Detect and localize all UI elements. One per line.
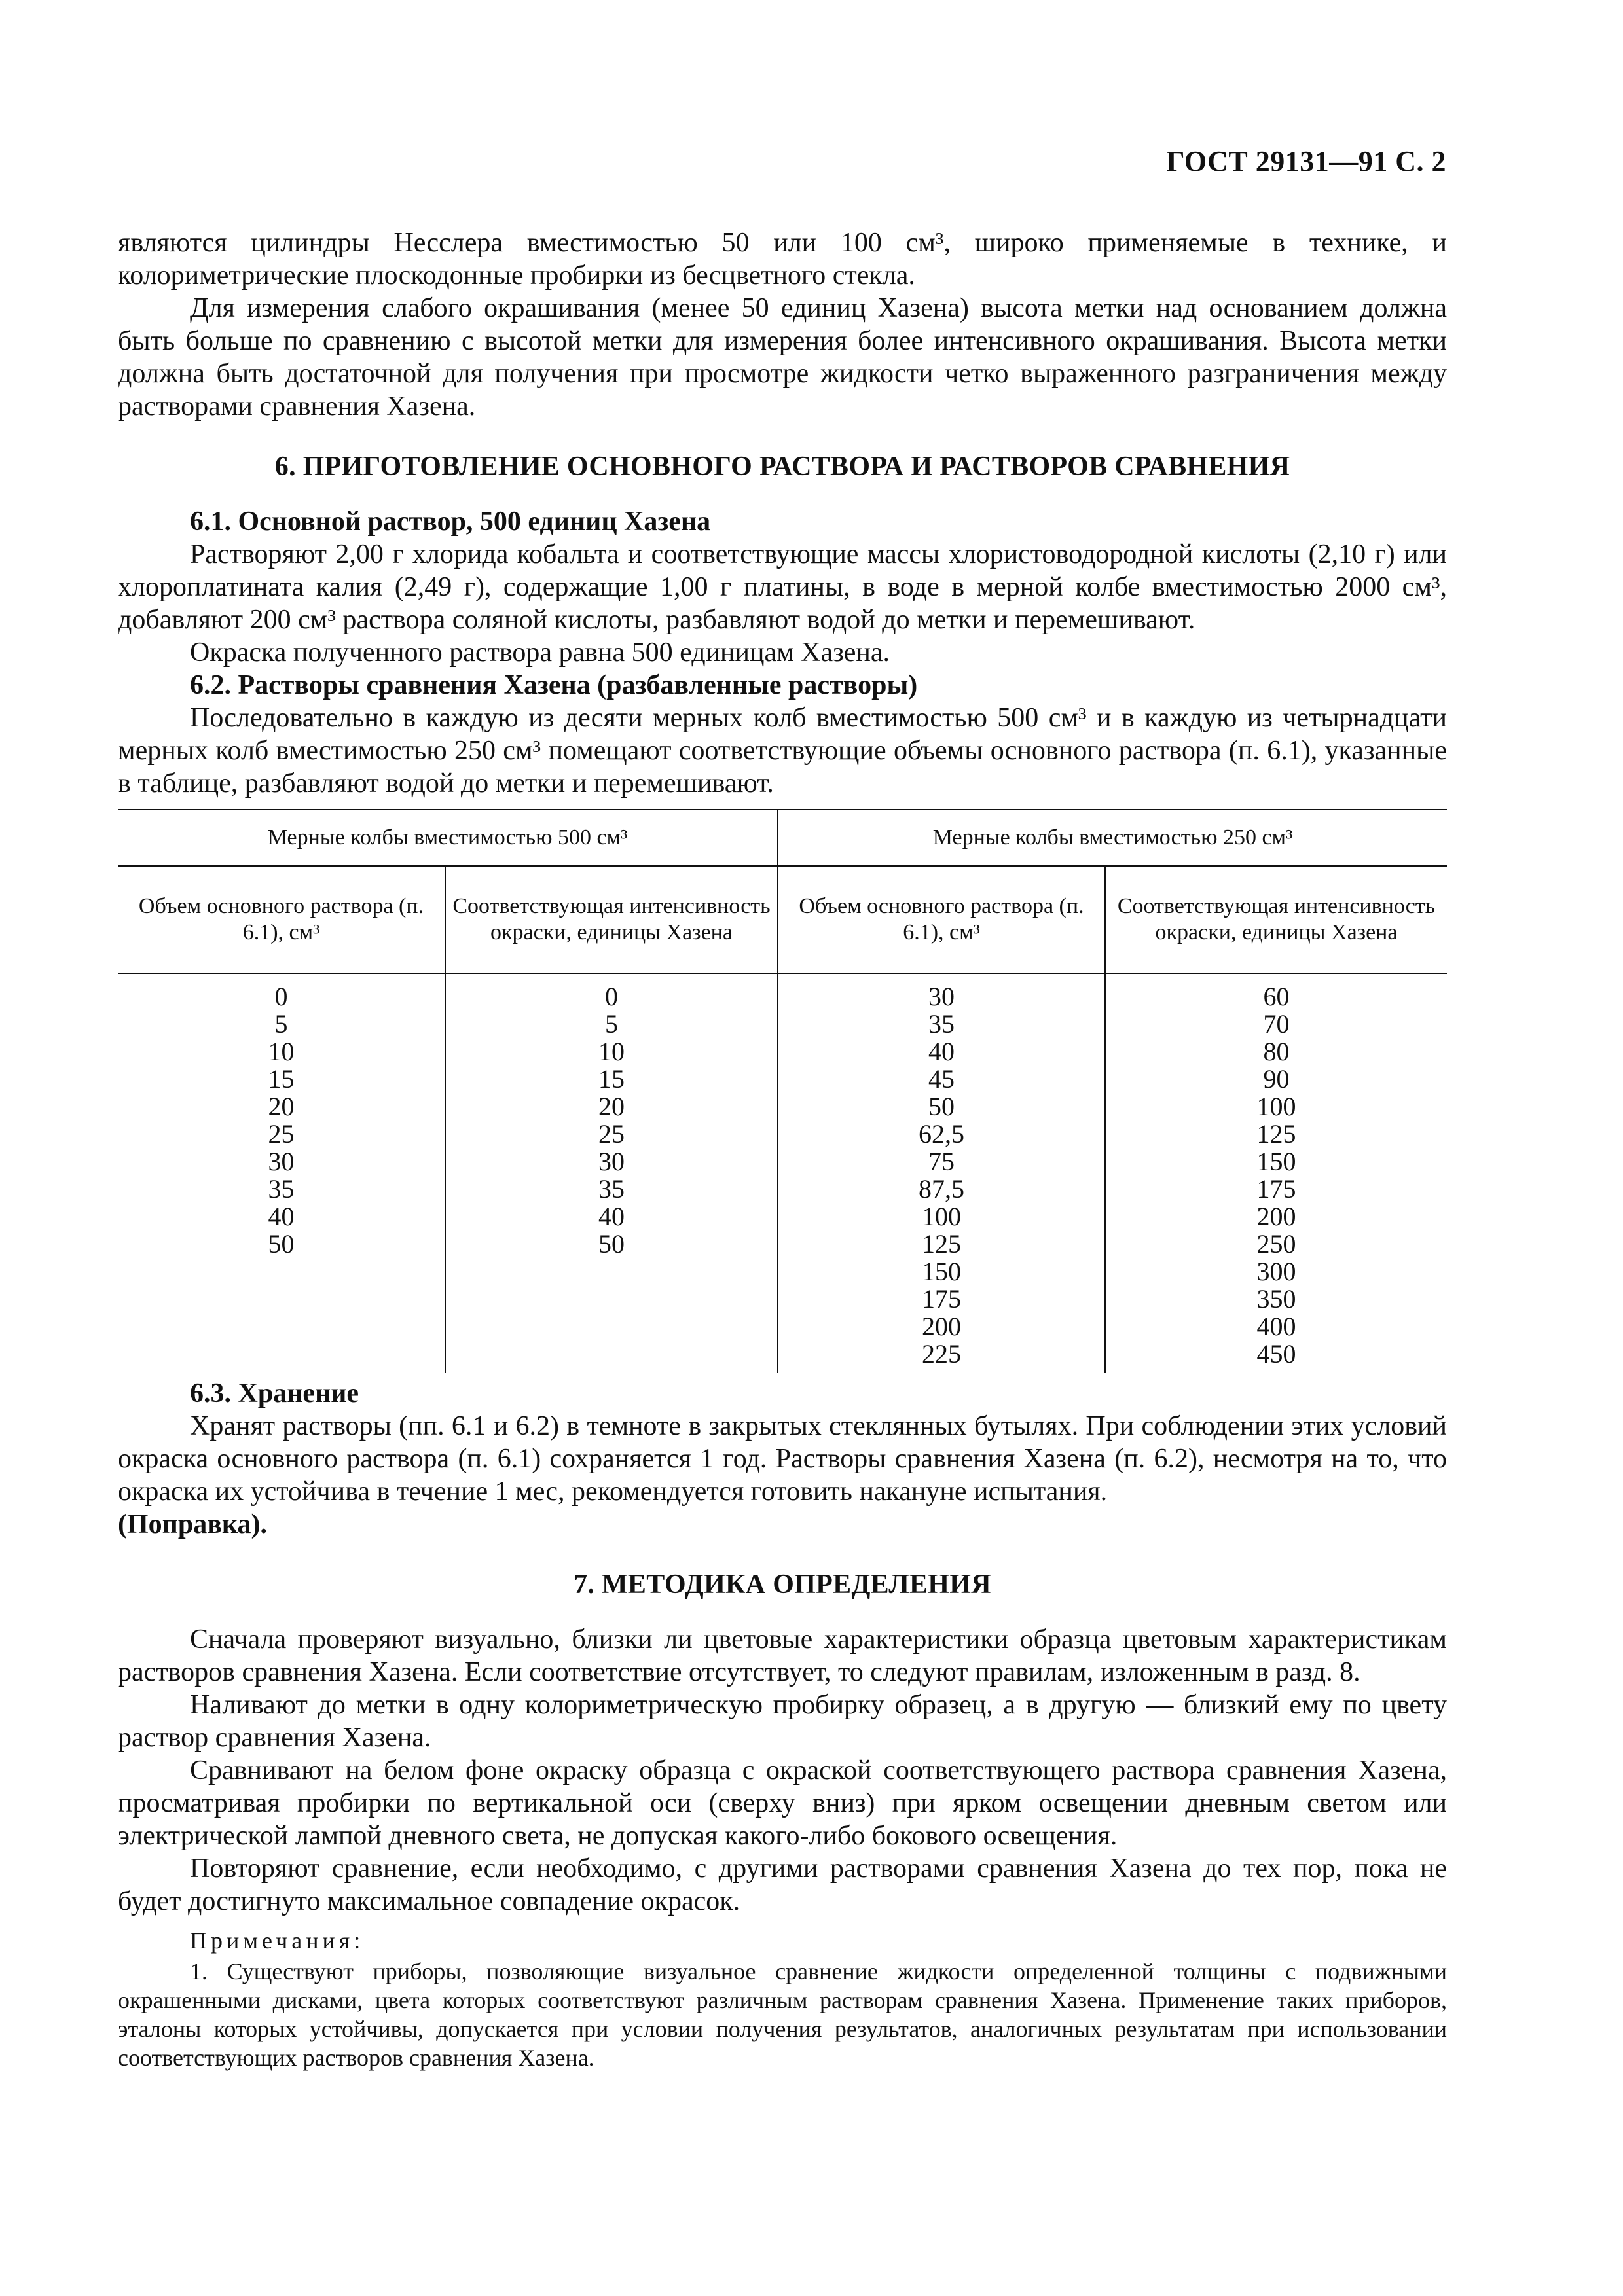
table-cell: 60 bbox=[1263, 982, 1290, 1011]
table-cell: 70 bbox=[1263, 1009, 1290, 1039]
table-cell: 350 bbox=[1256, 1284, 1296, 1314]
amendment-note: (Поправка). bbox=[118, 1509, 267, 1539]
table-column-volume-250 bbox=[778, 973, 1105, 1373]
table-cell: 40 bbox=[598, 1202, 625, 1231]
table-cell: 20 bbox=[268, 1092, 295, 1121]
table-cell: 0 bbox=[274, 982, 288, 1011]
table-cell: 300 bbox=[1256, 1257, 1296, 1286]
subsection-6-3-paragraph: Хранят растворы (пп. 6.1 и 6.2) в темноте в закрытых стеклянных бутылях. При соблюдении этих условий окраска основного раствора (п. 6.1) сохраняется 1 год. Растворы сравнения Хазена (п. 6.2), несмотря на то, что окраска их устойчива в течение 1 мес, рекомендуется готовить накануне испытания. bbox=[118, 1411, 1447, 1507]
table-cell: 0 bbox=[605, 982, 618, 1011]
table-cell: 40 bbox=[268, 1202, 295, 1231]
table-cell: 87,5 bbox=[919, 1174, 964, 1204]
intro-paragraph-1: являются цилиндры Несслера вместимостью 50 или 100 см³, широко применяемые в технике, и колориметрические плоскодонные пробирки из бесцветного стекла. bbox=[118, 228, 1447, 291]
table-cell: 62,5 bbox=[919, 1119, 964, 1149]
table-cell: 50 bbox=[928, 1092, 955, 1121]
table-cell: 225 bbox=[922, 1339, 961, 1369]
table-column-header: Объем основного раствора (п. 6.1), см³ bbox=[118, 866, 445, 973]
table-cell: 30 bbox=[928, 982, 955, 1011]
table-cell: 400 bbox=[1256, 1312, 1296, 1341]
standard-reference: ГОСТ 29131—91 С. 2 bbox=[1166, 145, 1446, 177]
table-cell: 30 bbox=[268, 1147, 295, 1176]
section-6-title: 6. ПРИГОТОВЛЕНИЕ ОСНОВНОГО РАСТВОРА И РАСТВОРОВ СРАВНЕНИЯ bbox=[274, 452, 1290, 482]
table-cell: 80 bbox=[1263, 1037, 1290, 1066]
table-cell: 10 bbox=[598, 1037, 625, 1066]
table-cell: 150 bbox=[922, 1257, 961, 1286]
subsection-6-2-paragraph: Последовательно в каждую из десяти мерных колб вместимостью 500 см³ и в каждую из четырнадцати мерных колб вместимостью 250 см³ помещают соответствующие объемы основного раствора (п. 6.1), указанные в таблице, разбавляют водой до метки и перемешивают. bbox=[118, 703, 1447, 798]
table-cell: 125 bbox=[922, 1229, 961, 1259]
table-cell: 50 bbox=[598, 1229, 625, 1259]
table-cell: 30 bbox=[598, 1147, 625, 1176]
table-cell: 20 bbox=[598, 1092, 625, 1121]
note-1: 1. Существуют приборы, позволяющие визуальное сравнение жидкости определенной толщины с подвижными окрашенными дисками, цвета которых соответствуют различным растворам сравнения Хазена. Применение таких приборов, эталоны которых устойчивы, допускается при условии получения результатов, аналогичных результатам при использовании соответствующих растворов сравнения Хазена. bbox=[118, 1958, 1447, 2071]
table-cell: 450 bbox=[1256, 1339, 1296, 1369]
section-7-paragraph-4: Повторяют сравнение, если необходимо, с другими растворами сравнения Хазена до тех пор, пока не будет достигнуто максимальное совпадение окрасок. bbox=[118, 1854, 1447, 1916]
subsection-6-2-title: 6.2. Растворы сравнения Хазена (разбавленные растворы) bbox=[190, 670, 918, 700]
table-column-header: Соответствующая интенсивность окраски, единицы Хазена bbox=[1105, 866, 1447, 973]
section-7-paragraph-1: Сначала проверяют визуально, близки ли цветовые характеристики образца цветовым характеристикам растворов сравнения Хазена. Если соответствие отсутствует, то следуют правилам, изложенным в разд. 8. bbox=[118, 1624, 1447, 1687]
section-7-paragraph-3: Сравнивают на белом фоне окраску образца с окраской соответствующего раствора сравнения Хазена, просматривая пробирки по вертикальной оси (сверху вниз) при ярком освещении дневным светом или электрической лампой дневного света, не допуская какого-либо бокового освещения. bbox=[118, 1755, 1447, 1851]
table-cell: 90 bbox=[1263, 1064, 1290, 1094]
table-group-header-250: Мерные колбы вместимостью 250 см³ bbox=[778, 810, 1447, 866]
table-cell: 50 bbox=[268, 1229, 295, 1259]
subsection-6-3-title: 6.3. Хранение bbox=[190, 1378, 359, 1408]
table-cell: 15 bbox=[598, 1064, 625, 1094]
table-cell: 25 bbox=[268, 1119, 295, 1149]
table-column-hazen-250 bbox=[1105, 973, 1447, 1373]
subsection-6-1-paragraph-2: Окраска полученного раствора равна 500 единицам Хазена. bbox=[190, 637, 890, 668]
table-cell: 200 bbox=[922, 1312, 961, 1341]
table-column-header: Объем основного раствора (п. 6.1), см³ bbox=[778, 866, 1105, 973]
table-cell: 175 bbox=[1256, 1174, 1296, 1204]
subsection-6-1-paragraph-1: Растворяют 2,00 г хлорида кобальта и соответствующие массы хлористоводородной кислоты (2,10 г) или хлороплатината калия (2,49 г), содержащие 1,00 г платины, в воде в мерной колбе вместимостью 2000 см³, добавляют 200 см³ раствора соляной кислоты, разбавляют водой до метки и перемешивают. bbox=[118, 539, 1447, 635]
table-cell: 75 bbox=[928, 1147, 955, 1176]
table-cell: 45 bbox=[928, 1064, 955, 1094]
table-cell: 100 bbox=[1256, 1092, 1296, 1121]
section-7-title: 7. МЕТОДИКА ОПРЕДЕЛЕНИЯ bbox=[574, 1570, 991, 1600]
table-cell: 25 bbox=[598, 1119, 625, 1149]
table-group-header-500: Мерные колбы вместимостью 500 см³ bbox=[118, 810, 778, 866]
table-cell: 5 bbox=[605, 1009, 618, 1039]
table-cell: 100 bbox=[922, 1202, 961, 1231]
table-cell: 15 bbox=[268, 1064, 295, 1094]
table-cell: 250 bbox=[1256, 1229, 1296, 1259]
page-content bbox=[118, 226, 1447, 2072]
table-cell: 200 bbox=[1256, 1202, 1296, 1231]
intro-paragraph-2: Для измерения слабого окрашивания (менее 50 единиц Хазена) высота метки над основанием должна быть больше по сравнению с высотой метки для измерения более интенсивного окрашивания. Высота метки должна быть достаточной для получения при просмотре жидкости четко выраженного разграничения между растворами сравнения Хазена. bbox=[118, 293, 1447, 422]
table-cell: 125 bbox=[1256, 1119, 1296, 1149]
table-cell: 40 bbox=[928, 1037, 955, 1066]
table-cell: 5 bbox=[274, 1009, 288, 1039]
table-cell: 35 bbox=[928, 1009, 955, 1039]
table-cell: 10 bbox=[268, 1037, 295, 1066]
table-cell: 35 bbox=[268, 1174, 295, 1204]
table-cell: 35 bbox=[598, 1174, 625, 1204]
section-7-paragraph-2: Наливают до метки в одну колориметрическую пробирку образец, а в другую — близкий ему по цвету раствор сравнения Хазена. bbox=[118, 1690, 1447, 1753]
subsection-6-1-title: 6.1. Основной раствор, 500 единиц Хазена bbox=[190, 507, 711, 537]
table-column-hazen-500 bbox=[445, 973, 778, 1373]
notes-label: Примечания: bbox=[190, 1928, 365, 1954]
hazen-dilution-table bbox=[118, 809, 1447, 1373]
table-cell: 175 bbox=[922, 1284, 961, 1314]
table-column-volume-500 bbox=[118, 973, 445, 1373]
table-column-header: Соответствующая интенсивность окраски, единицы Хазена bbox=[445, 866, 778, 973]
table-cell: 150 bbox=[1256, 1147, 1296, 1176]
